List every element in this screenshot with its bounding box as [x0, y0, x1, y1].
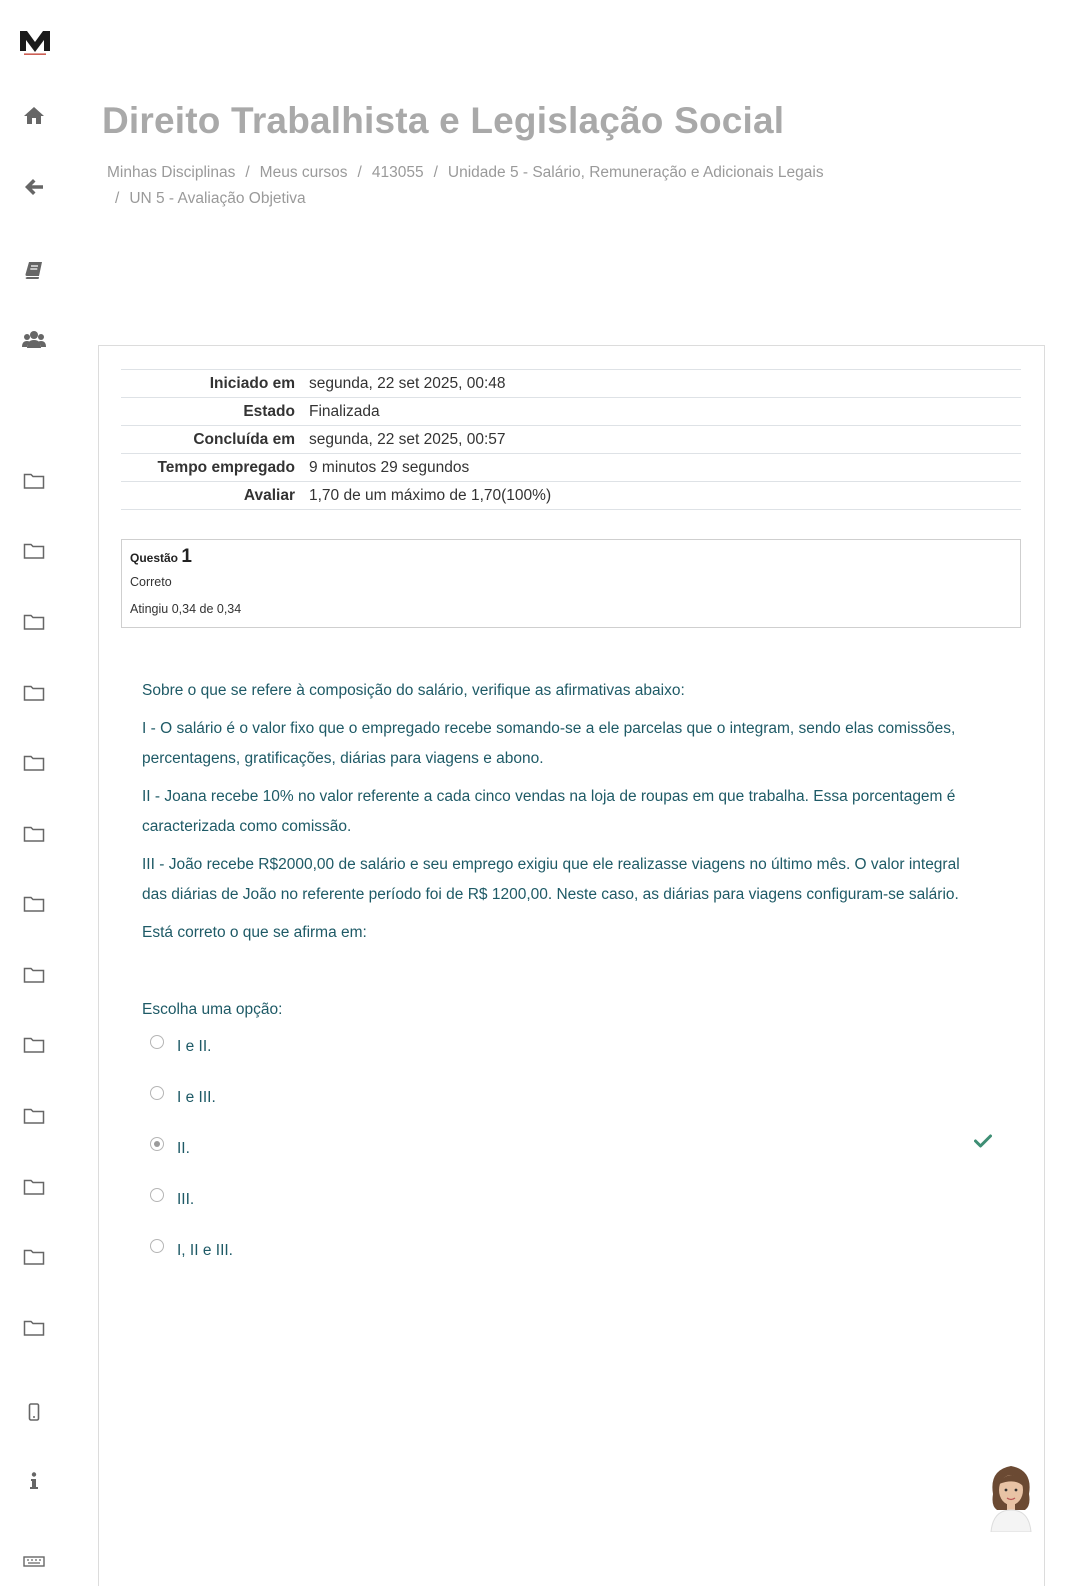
- keyboard-icon[interactable]: [22, 1548, 46, 1572]
- page-title: Direito Trabalhista e Legislação Social: [102, 100, 785, 141]
- folder-icon[interactable]: [22, 751, 46, 775]
- question-prefix: Questão: [130, 551, 179, 565]
- folder-icon[interactable]: [22, 892, 46, 916]
- breadcrumb-item-minhas-disciplinas[interactable]: Minhas Disciplinas: [107, 164, 236, 181]
- answer-option[interactable]: [149, 1034, 969, 1060]
- summary-value: segunda, 22 set 2025, 00:48: [309, 375, 506, 392]
- assistant-avatar[interactable]: [985, 1460, 1037, 1532]
- folder-icon[interactable]: [22, 1245, 46, 1269]
- answer-label: I, II e III.: [177, 1242, 233, 1259]
- summary-row: [121, 426, 1021, 454]
- answer-label: III.: [177, 1191, 195, 1208]
- answer-label: I e II.: [177, 1038, 212, 1055]
- attempt-summary-table: [121, 369, 1021, 510]
- summary-label: Concluída em: [193, 431, 295, 448]
- summary-label: Tempo empregado: [157, 459, 295, 476]
- correct-check-icon: [974, 1134, 992, 1148]
- summary-value: 1,70 de um máximo de 1,70(100%): [309, 487, 552, 504]
- breadcrumb-item-meus-cursos[interactable]: Meus cursos: [259, 164, 348, 181]
- summary-label: Iniciado em: [209, 375, 295, 392]
- answer-option[interactable]: [149, 1085, 969, 1111]
- answer-option[interactable]: [149, 1187, 969, 1213]
- summary-value: Finalizada: [309, 403, 380, 420]
- users-icon[interactable]: [22, 327, 46, 351]
- folder-icon[interactable]: [22, 822, 46, 846]
- sidebar: [0, 0, 68, 1571]
- question-paragraph: I - O salário é o valor fixo que o empregado recebe somando-se a ele parcelas que o integram, sendo elas comissões, percentagens, gratificações, diárias para viagens e abono.: [142, 720, 956, 767]
- folder-icon[interactable]: [22, 1316, 46, 1340]
- folder-icon[interactable]: [22, 1033, 46, 1057]
- breadcrumb-separator: /: [245, 164, 250, 181]
- breadcrumb-separator: /: [115, 190, 120, 207]
- question-state: Correto: [130, 575, 172, 589]
- breadcrumb-separator: /: [433, 164, 438, 181]
- summary-row: [121, 482, 1021, 510]
- question-paragraph: Está correto o que se afirma em:: [142, 924, 367, 941]
- folder-icon[interactable]: [22, 610, 46, 634]
- breadcrumb-separator: /: [357, 164, 362, 181]
- folder-icon[interactable]: [22, 1104, 46, 1128]
- folder-icon[interactable]: [22, 1175, 46, 1199]
- question-info-box: [121, 539, 1021, 628]
- back-arrow-icon[interactable]: [22, 175, 46, 199]
- question-paragraph: III - João recebe R$2000,00 de salário e seu emprego exigiu que ele realizasse viagens no último mês. O valor integral das diárias de João no referente período foi de R$ 1200,00. Neste caso, as diárias para viagens configuram-se salário.: [142, 856, 960, 903]
- question-number: [130, 546, 192, 568]
- radio-button[interactable]: [150, 1239, 164, 1253]
- book-icon[interactable]: [22, 258, 46, 282]
- question-paragraph: II - Joana recebe 10% no valor referente a cada cinco vendas na loja de roupas em que trabalha. Essa porcentagem é caracterizada como comissão.: [142, 788, 956, 835]
- radio-button-checked[interactable]: [150, 1137, 164, 1151]
- breadcrumb: [107, 160, 907, 212]
- mobile-icon[interactable]: [22, 1400, 46, 1424]
- summary-value: segunda, 22 set 2025, 00:57: [309, 431, 506, 448]
- folder-icon[interactable]: [22, 469, 46, 493]
- radio-button[interactable]: [150, 1086, 164, 1100]
- folder-icon[interactable]: [22, 681, 46, 705]
- folder-icon[interactable]: [22, 539, 46, 563]
- summary-row: [121, 370, 1021, 398]
- answer-label: I e III.: [177, 1089, 216, 1106]
- summary-label: Estado: [243, 403, 295, 420]
- breadcrumb-item-quiz[interactable]: UN 5 - Avaliação Objetiva: [129, 190, 306, 207]
- quiz-review-card: [98, 345, 1045, 1586]
- answer-option[interactable]: [149, 1238, 969, 1264]
- answer-option-selected[interactable]: [149, 1136, 969, 1162]
- summary-value: 9 minutos 29 segundos: [309, 459, 470, 476]
- breadcrumb-item-course-id[interactable]: 413055: [371, 164, 424, 181]
- summary-row: [121, 454, 1021, 482]
- info-icon[interactable]: [22, 1469, 46, 1493]
- summary-row: [121, 398, 1021, 426]
- answer-prompt: Escolha uma opção:: [142, 1001, 283, 1018]
- question-grade: Atingiu 0,34 de 0,34: [130, 602, 242, 616]
- answer-label: II.: [177, 1140, 190, 1157]
- question-text: [142, 676, 982, 956]
- breadcrumb-item-unit[interactable]: Unidade 5 - Salário, Remuneração e Adicionais Legais: [447, 164, 824, 181]
- folder-icon[interactable]: [22, 963, 46, 987]
- home-icon[interactable]: [22, 103, 46, 127]
- radio-button[interactable]: [150, 1035, 164, 1049]
- radio-button[interactable]: [150, 1188, 164, 1202]
- question-number-value: 1: [181, 546, 192, 567]
- summary-label: Avaliar: [243, 487, 295, 504]
- logo[interactable]: [18, 24, 52, 58]
- question-paragraph: Sobre o que se refere à composição do salário, verifique as afirmativas abaixo:: [142, 682, 685, 699]
